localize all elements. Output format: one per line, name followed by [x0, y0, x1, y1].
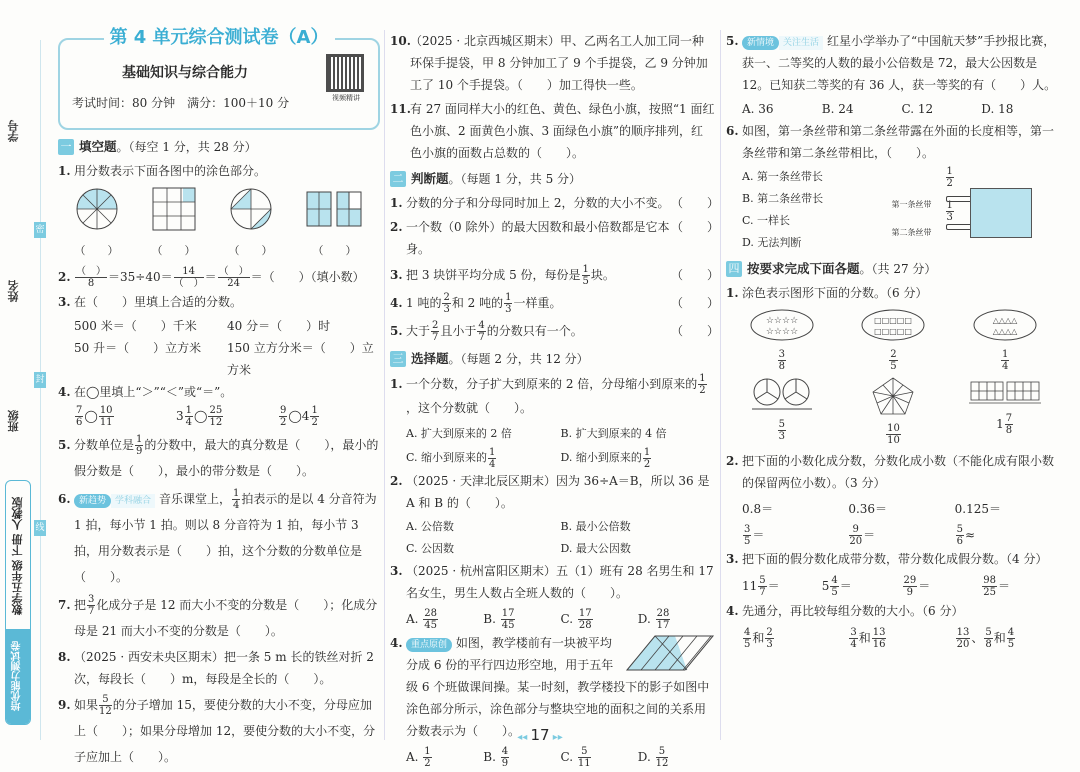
- compare-item: $\frac{9}{2}$ ◯4 $\frac{1}{2}$: [280, 405, 318, 428]
- question-text: （2025 · 西安未央区期末）把一条 5 m 长的铁丝对折 2 次，每段长（ ）m，每段是全长的（ ）。: [74, 650, 374, 686]
- brand-logo: 培优能力测试卷: [6, 629, 30, 724]
- question-text: 先通分，再比较每组分数的大小。（6 分）: [742, 604, 964, 618]
- conversion-item: $\frac{3}{5}$ ＝: [744, 524, 765, 547]
- answer-blank[interactable]: （ ）: [671, 196, 720, 210]
- option-c[interactable]: C. 缩小到原来的 $\frac{1}{4}$: [406, 446, 496, 470]
- column-left: [58, 27, 380, 772]
- fraction: $\frac{3}{8}$: [778, 349, 786, 372]
- judge-item: [390, 318, 720, 344]
- question: [726, 282, 1061, 304]
- option-b[interactable]: B. 第二条丝带长: [742, 192, 824, 205]
- item-row: [58, 405, 380, 428]
- fraction: $\frac{5}{12}$: [655, 746, 669, 769]
- conversion-item: $\frac{98}{25}$ ＝: [983, 575, 1010, 598]
- target-fraction: 1 $\frac{7}{8}$: [996, 413, 1013, 436]
- compare-item: $\frac{4}{5}$ 和 $\frac{2}{3}$: [744, 627, 773, 650]
- compare-item: $\frac{13}{20}$ 、 $\frac{5}{8}$ 和 $\frac{4}{5}$: [956, 627, 1015, 650]
- exam-subtitle: 基础知识与综合能力: [122, 65, 248, 81]
- fraction: $\frac{1}{9}$: [136, 434, 143, 457]
- question-text: 1 吨的 $\frac{2}{3}$ 和 2 吨的 $\frac{1}{3}$ 一样重。: [406, 292, 562, 315]
- answer-blank[interactable]: （ ）: [671, 324, 720, 338]
- column-middle: [390, 30, 720, 770]
- question: [58, 266, 380, 289]
- option-b[interactable]: B. 扩大到原来的 4 倍: [560, 427, 667, 440]
- fraction: $\frac{5}{11}$: [577, 746, 591, 769]
- exam-title: 第 4 单元综合测试卷（A）: [104, 27, 335, 48]
- fraction: $\frac{1}{4}$: [1001, 349, 1009, 372]
- question-number: 3.: [390, 564, 403, 578]
- question-text: 如图，教学楼前有一块被平均分成 6 份的平行四边形空地，用于五年级 6 个班做课间操。某一时刻，教学楼投下的影子如图中涂色部分所示，涂色部分与整块空地的面积之间的关系用分数表示为（ ）。: [406, 636, 710, 738]
- prev-arrow-icon: ◂◂: [517, 732, 531, 743]
- question: [58, 381, 380, 403]
- page-number: [0, 726, 1080, 744]
- fraction: $\frac{17}{45}$: [501, 608, 515, 631]
- question-text: 如果 $\frac{5}{12}$ 的分子增加 15，要使分数的大小不变，分母应加上（ ）；如果分母增加 12，要使分数的大小不变，分子应加上（ ）。: [74, 694, 376, 764]
- option-d[interactable]: D. 无法判断: [742, 236, 802, 249]
- ribbon-1: [946, 196, 972, 202]
- question: [58, 291, 380, 313]
- figure-row: [58, 186, 380, 262]
- fill-item: 500 米＝（ ）千米: [74, 319, 197, 333]
- question-number: 6.: [726, 124, 739, 138]
- question-badge: 重点原创: [406, 638, 452, 652]
- item-row: [726, 624, 1061, 652]
- question: [390, 470, 715, 514]
- fraction: $\frac{1}{4}$: [185, 405, 193, 428]
- options: [726, 98, 1061, 120]
- question-text: 如图，第一条丝带和第二条丝带露在外面的长度相等，第一条丝带和第二条丝带相比，（ ）。: [742, 124, 1055, 160]
- option-c[interactable]: C. $\frac{17}{28}$: [560, 608, 592, 631]
- target-fraction: [777, 419, 787, 442]
- question-text: 一个数（0 除外）的最大因数和最小倍数都是它本身。: [406, 220, 670, 256]
- section-number: 三: [390, 351, 406, 367]
- item-row: [58, 315, 380, 337]
- conversion-item: 11 $\frac{5}{7}$ ＝: [742, 575, 780, 598]
- fraction: $\frac{7}{8}$: [1005, 413, 1013, 436]
- fraction: $\frac{28}{45}$: [424, 608, 438, 631]
- question-text: 把 $\frac{3}{7}$ 化成分子是 12 而大小不变的分数是（ ）；化成分母是 21 而大小不变的分数是（ ）。: [74, 594, 378, 638]
- question: [58, 646, 380, 690]
- judge-list: [390, 192, 720, 344]
- question-text: 分数的分子和分母同时加上 2，分数的大小不变。: [406, 196, 670, 210]
- figure-circle-triangles: [228, 186, 274, 262]
- grids-figure: [949, 376, 1061, 446]
- fraction: $\frac{4}{9}$: [501, 746, 509, 769]
- fraction: $\frac{3}{7}$: [88, 594, 95, 617]
- option-a[interactable]: A. 扩大到原来的 2 倍: [406, 427, 512, 440]
- fraction: $\frac{13}{20}$: [956, 627, 970, 650]
- figure-grid: [151, 186, 197, 262]
- option-b[interactable]: B. 24: [821, 102, 854, 116]
- question-number: 3.: [390, 268, 403, 282]
- options: [390, 516, 715, 560]
- name-label: 姓名: [7, 280, 20, 302]
- target-fraction: [777, 349, 787, 372]
- stars-figure: [726, 308, 838, 372]
- section-note: 。（每题 1 分，共 5 分）: [448, 172, 582, 186]
- question-number: 1.: [390, 196, 403, 210]
- fraction: $\frac{1}{2}$: [699, 373, 706, 396]
- fraction: $\frac{1}{3}$: [505, 292, 512, 315]
- fraction: $\frac{9}{2}$: [280, 405, 287, 428]
- question-number: 1.: [390, 377, 403, 391]
- fill-item: 40 分＝（ ）时: [227, 319, 331, 333]
- conversion-item: 0.8＝: [742, 502, 774, 516]
- class-label: 班级: [7, 410, 20, 432]
- option-c[interactable]: C. 一样长: [742, 214, 791, 227]
- answer-blank[interactable]: （ ）: [312, 244, 357, 257]
- section-note: 。（共 27 分）: [859, 262, 937, 276]
- option-d[interactable]: D. 最大公因数: [560, 542, 631, 555]
- fraction: $\frac{2}{5}$: [890, 349, 897, 372]
- fraction: 14 （ ）: [173, 266, 204, 289]
- item-row: [726, 572, 1061, 600]
- conversion-item: 0.36＝: [848, 502, 888, 516]
- option-d[interactable]: D. 缩小到原来的 $\frac{1}{2}$: [560, 446, 651, 470]
- question-text: 红星小学举办了“中国航天梦”手抄报比赛，获一、二等奖的人数的最小公倍数是 72，最大公因数是 12。已知获二等奖的有 36 人，获一等奖的有（ ）人。: [742, 34, 1057, 92]
- fraction: $\frac{5}{7}$: [759, 575, 766, 598]
- section-name: 选择题: [411, 351, 449, 366]
- fraction: $\frac{5}{6}$: [956, 524, 964, 547]
- student-id-label: 学号: [7, 120, 20, 142]
- fraction: （ ） 8: [76, 266, 106, 289]
- conversion-item: $\frac{9}{20}$ ＝: [849, 524, 876, 547]
- ribbon-label: 第二条丝带: [891, 228, 932, 237]
- options: [742, 166, 892, 254]
- page-number-text: 17: [530, 726, 550, 744]
- answer-blank[interactable]: （ ）: [74, 244, 119, 257]
- question-tag: 学科融合: [111, 494, 155, 508]
- ribbon-label: 第一条丝带: [891, 200, 932, 209]
- option-a[interactable]: A. 第一条丝带长: [742, 170, 823, 183]
- question-tag: 关注生活: [779, 36, 823, 50]
- fraction: $\frac{1}{4}$: [233, 488, 240, 511]
- option-c[interactable]: C. 公因数: [406, 542, 455, 555]
- qr-code-icon: [326, 54, 364, 92]
- ribbon-fraction: [945, 200, 955, 223]
- fraction: $\frac{28}{17}$: [656, 608, 670, 631]
- compare-item: $\frac{3}{4}$ 和 $\frac{13}{16}$: [850, 627, 886, 650]
- question: [726, 548, 1061, 570]
- conversion-items: [726, 496, 1061, 548]
- question-number: 6.: [58, 492, 71, 506]
- section-number: 二: [390, 171, 406, 187]
- question-text: 涂色表示图形下面的分数。（6 分）: [742, 286, 928, 300]
- question-text: 一个分数，分子扩大到原来的 2 倍，分母缩小到原来的 $\frac{1}{2}$ ，这个分数就（ ）。: [406, 373, 706, 415]
- fraction: $\frac{17}{28}$: [578, 608, 592, 631]
- fraction: （ ） 24: [218, 266, 249, 289]
- target-fraction: [885, 423, 902, 446]
- figure-rectangles: [305, 186, 365, 262]
- svg-text:□□□□□: □□□□□: [874, 316, 913, 325]
- svg-text:△△△△: △△△△: [992, 316, 1018, 325]
- judge-item: [390, 192, 720, 214]
- book-brand: [5, 480, 31, 725]
- question-text: （2025 · 天津北辰区期末）因为 36÷A＝B，所以 36 是 A 和 B 的（ ）。: [406, 474, 710, 510]
- question: [726, 30, 1061, 96]
- parallelogram-figure: [625, 634, 715, 672]
- squares-figure: [838, 308, 950, 372]
- fraction: $\frac{4}{7}$: [478, 320, 485, 343]
- question-text: 把下面的假分数化成带分数，带分数化成假分数。（4 分）: [742, 552, 1048, 566]
- options: [390, 744, 715, 770]
- answer-blank[interactable]: （ ）: [671, 220, 720, 234]
- fraction: $\frac{1}{2}$: [424, 746, 431, 769]
- target-fraction: [1000, 349, 1010, 372]
- judge-item: [390, 262, 720, 288]
- section-header: [390, 168, 715, 190]
- fraction: $\frac{2}{3}$: [443, 292, 450, 315]
- question-number: 7.: [58, 598, 71, 612]
- judge-item: [390, 216, 720, 260]
- coloring-figures: [726, 308, 1061, 446]
- question-text: （2025 · 杭州富阳区期末）五（1）班有 28 名男生和 17 名女生，男生人数占全班人数的（ ）。: [406, 564, 714, 600]
- compare-item: 3 $\frac{1}{4}$ ◯ $\frac{25}{12}$: [176, 405, 223, 428]
- question-badge: 新情境: [742, 36, 779, 50]
- question-text: 分数单位是 $\frac{1}{9}$ 的分数中，最大的真分数是（ ），最小的假分数是（ ），最小的带分数是（ ）。: [74, 434, 379, 478]
- answer-blank[interactable]: （ ）: [151, 244, 196, 257]
- triangles-figure: [949, 308, 1061, 372]
- section-header: [390, 348, 715, 370]
- target-fraction: [888, 349, 898, 372]
- column-divider: [384, 30, 385, 740]
- fraction: $\frac{1}{4}$: [489, 446, 496, 470]
- seal-mark: 封: [34, 372, 46, 388]
- question-number: 4.: [390, 636, 403, 650]
- question-text: 大于 $\frac{2}{7}$ 且小于 $\frac{4}{7}$ 的分数只有一个。: [406, 320, 583, 343]
- pentagon-figure: [838, 376, 950, 446]
- question-number: 3.: [58, 295, 71, 309]
- section-name: 按要求完成下面各题: [747, 261, 860, 276]
- section-header: [726, 258, 1061, 280]
- option-b[interactable]: B. $\frac{17}{45}$: [483, 608, 515, 631]
- question-number: 5.: [726, 34, 739, 48]
- option-a[interactable]: A. 公倍数: [406, 520, 454, 533]
- fraction: $\frac{2}{7}$: [432, 320, 439, 343]
- fraction: $\frac{5}{12}$: [99, 694, 112, 717]
- options: [390, 606, 715, 632]
- book-info: 数学五年级 下册 人教版: [11, 497, 24, 615]
- svg-text:△△△△: △△△△: [992, 327, 1018, 336]
- fraction: $\frac{10}{11}$: [99, 405, 113, 428]
- binding-line: [40, 40, 41, 740]
- option-a[interactable]: A. 36: [742, 102, 774, 116]
- svg-text:☆☆☆☆: ☆☆☆☆: [765, 327, 798, 337]
- option-b[interactable]: B. $\frac{4}{9}$: [483, 746, 509, 769]
- section-note: 。（每题 2 分，共 12 分）: [448, 352, 589, 366]
- option-d[interactable]: D. 18: [981, 102, 1014, 116]
- fraction: $\frac{10}{10}$: [887, 423, 900, 446]
- question-number: 4.: [390, 296, 403, 310]
- ribbon-fraction: [945, 166, 955, 189]
- seal-mark: 密: [34, 222, 46, 238]
- fraction: $\frac{3}{4}$: [850, 627, 857, 650]
- fill-item: 150 立方分米＝（ ）立方米: [227, 341, 374, 377]
- conversion-item: 0.125＝: [954, 502, 1002, 516]
- fraction: $\frac{4}{5}$: [831, 575, 838, 598]
- question: [390, 560, 715, 604]
- fraction: $\frac{3}{5}$: [744, 524, 751, 547]
- question: [390, 372, 715, 420]
- question: [726, 450, 1061, 494]
- question-text: 用分数表示下面各图中的涂色部分。: [74, 164, 267, 178]
- qr-label: 视频精讲: [332, 94, 360, 102]
- ribbon-2: [946, 224, 972, 230]
- fraction: $\frac{9}{20}$: [849, 524, 863, 547]
- question-text: 有 27 面同样大小的红色、黄色、绿色小旗，按照“1 面红色小旗、2 面黄色小旗、3 面绿色小旗”的顺序排列，红色小旗的面数占总数的（ ）。: [410, 102, 715, 160]
- question: [58, 486, 380, 590]
- fraction: $\frac{1}{2}$: [643, 446, 651, 470]
- question-number: 2.: [58, 270, 71, 284]
- section-number: 一: [58, 139, 74, 155]
- question-number: 4.: [58, 385, 71, 399]
- fraction: $\frac{98}{25}$: [983, 575, 996, 598]
- option-d[interactable]: D. $\frac{28}{17}$: [637, 608, 670, 631]
- figure-circle-eighths: [74, 186, 120, 262]
- fraction: $\frac{7}{6}$: [76, 405, 83, 428]
- question-number: 1.: [58, 164, 71, 178]
- question: [390, 30, 715, 96]
- fraction: $\frac{2}{3}$: [766, 627, 773, 650]
- next-arrow-icon: ▸▸: [549, 732, 563, 743]
- column-divider: [720, 30, 721, 740]
- fill-item: 50 升＝（ ）立方米: [74, 341, 202, 355]
- section-name: 填空题: [79, 139, 117, 154]
- question: [390, 98, 715, 164]
- option-c[interactable]: C. 12: [901, 102, 934, 116]
- question-text: 在◯里填上“＞”“＜”或“＝”。: [74, 385, 233, 399]
- fraction: $\frac{5}{8}$: [985, 627, 992, 650]
- question-badge: 新趋势: [74, 494, 111, 508]
- fraction: $\frac{4}{5}$: [1007, 627, 1015, 650]
- fraction: $\frac{5}{3}$: [778, 419, 786, 442]
- question-text: 在（ ）里填上合适的分数。: [74, 295, 243, 309]
- exam-header: [58, 27, 380, 130]
- conversion-item: $\frac{29}{9}$ ＝: [903, 575, 931, 598]
- section-name: 判断题: [411, 171, 449, 186]
- column-right: [726, 30, 1061, 652]
- section-number: 四: [726, 261, 742, 277]
- option-b[interactable]: B. 最小公倍数: [560, 520, 631, 533]
- exam-meta: 考试时间：80 分钟 满分：100＋10 分: [72, 96, 290, 110]
- question-number: 5.: [390, 324, 403, 338]
- question-number: 2.: [726, 454, 739, 468]
- binding-gutter: [0, 0, 50, 770]
- conversion-item: 5 $\frac{4}{5}$ ＝: [821, 575, 852, 598]
- question-number: 2.: [390, 474, 403, 488]
- question: [58, 592, 380, 644]
- question: [726, 120, 1061, 164]
- seal-mark: 线: [34, 520, 46, 536]
- question-number: 8.: [58, 650, 71, 664]
- options: [390, 422, 715, 470]
- circles-figure: [726, 376, 838, 446]
- option-c[interactable]: C. $\frac{5}{11}$: [560, 746, 591, 769]
- question-number: 1.: [726, 286, 739, 300]
- question-number: 4.: [726, 604, 739, 618]
- question-number: 9.: [58, 698, 71, 712]
- ribbon-figure: [892, 166, 1061, 254]
- svg-text:☆☆☆☆: ☆☆☆☆: [765, 316, 798, 326]
- compare-item: $\frac{7}{6}$ ◯ $\frac{10}{11}$: [76, 405, 113, 428]
- question-text: （ ） 8 ＝35÷40＝ 14 （ ） ＝ （ ） 24 ＝（ ）（填小数）: [76, 266, 365, 289]
- question-number: 5.: [58, 438, 71, 452]
- question-number: 11.: [390, 102, 411, 116]
- section-header: [58, 136, 380, 158]
- question-number: 10.: [390, 34, 411, 48]
- question-text: 把 3 块饼平均分成 5 份，每份是 $\frac{1}{5}$ 块。: [406, 264, 615, 287]
- question: [58, 432, 380, 484]
- svg-text:□□□□□: □□□□□: [874, 327, 913, 336]
- question-text: 音乐课堂上， $\frac{1}{4}$ 拍表示的是以 4 分音符为 1 拍，每小节 1 拍。则以 8 分音符为 1 拍，每小节 3 拍，用分数表示是（ ）拍，这个分数的分数单位是（ ）。: [74, 488, 377, 584]
- fraction: $\frac{1}{3}$: [946, 200, 953, 223]
- option-a[interactable]: A. $\frac{1}{2}$: [406, 746, 431, 769]
- section-note: 。（每空 1 分，共 28 分）: [116, 140, 257, 154]
- question: [726, 600, 1061, 622]
- judge-item: [390, 290, 720, 316]
- fraction: $\frac{1}{2}$: [311, 405, 318, 428]
- ribbon-question-body: [726, 166, 1061, 254]
- fraction: $\frac{29}{9}$: [903, 575, 917, 598]
- item-row: [58, 337, 380, 381]
- fraction: $\frac{4}{5}$: [744, 627, 751, 650]
- option-a[interactable]: A. $\frac{28}{45}$: [406, 608, 438, 631]
- fraction: $\frac{13}{16}$: [872, 627, 886, 650]
- answer-blank[interactable]: （ ）: [228, 244, 273, 257]
- fraction: $\frac{1}{5}$: [582, 264, 589, 287]
- answer-blank[interactable]: （ ）: [671, 268, 720, 282]
- question-number: 3.: [726, 552, 739, 566]
- answer-blank[interactable]: （ ）: [671, 296, 720, 310]
- question-text: （2025 · 北京西城区期末）甲、乙两名工人加工同一种环保手提袋，甲 8 分钟加工了 9 个手提袋，乙 9 分钟加工了 10 个手提袋。（ ）加工得快一些。: [410, 34, 708, 92]
- fraction: $\frac{25}{12}$: [209, 405, 223, 428]
- question-number: 2.: [390, 220, 403, 234]
- question-text: 把下面的小数化成分数，分数化成小数（不能化成有限小数的保留两位小数）。（3 分）: [742, 454, 1055, 490]
- box-figure: [970, 188, 1032, 238]
- question: [58, 160, 380, 182]
- conversion-item: $\frac{5}{6}$ ≈: [956, 524, 976, 547]
- qr-code[interactable]: [326, 54, 366, 106]
- fraction: $\frac{1}{2}$: [946, 166, 953, 189]
- option-d[interactable]: D. $\frac{5}{12}$: [637, 746, 669, 769]
